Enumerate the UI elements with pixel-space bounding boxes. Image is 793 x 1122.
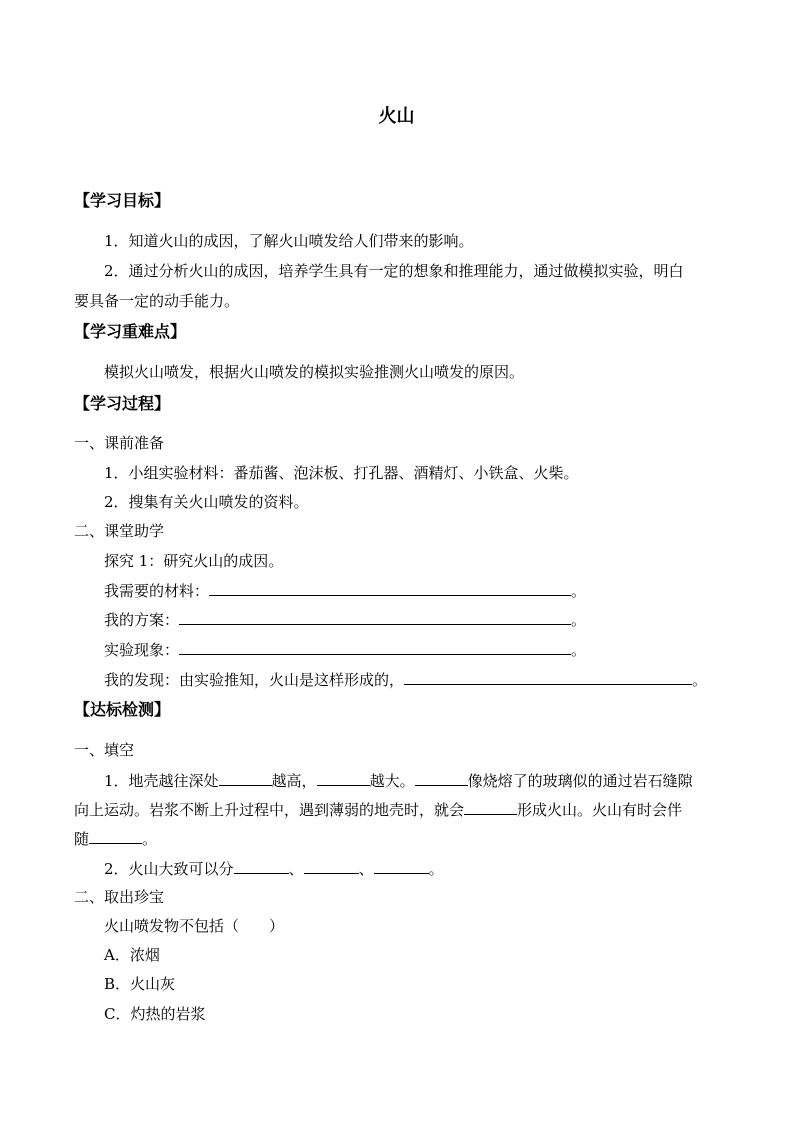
- phenomenon-label: 实验现象：: [104, 641, 180, 659]
- q2-blank-1[interactable]: [234, 858, 289, 874]
- goal-item-2: 2．通过分析火山的成因，培养学生具有一定的想象和推理能力，通过做模拟实验，明白: [104, 262, 684, 280]
- comma: 、: [288, 860, 304, 878]
- discovery-line: [104, 669, 707, 690]
- page-title: 火山: [378, 106, 415, 127]
- q2-blank-3[interactable]: [374, 858, 429, 874]
- prep-item-2: 2．搜集有关火山喷发的资料。: [104, 493, 309, 511]
- q1-text-g: 随: [74, 830, 90, 848]
- q1-blank-2[interactable]: [317, 770, 370, 786]
- process-heading: 【学习过程】: [74, 394, 171, 413]
- prep-item-1: 1．小组实验材料：番茄酱、泡沫板、打孔器、酒精灯、小铁盒、火柴。: [104, 464, 579, 482]
- materials-line: [104, 580, 586, 601]
- choice-a[interactable]: A．浓烟: [104, 946, 160, 964]
- period: 。: [571, 641, 587, 659]
- q1-text-f: 形成火山。火山有时会伴: [517, 801, 683, 819]
- treasure-title: 二、取出珍宝: [74, 888, 165, 906]
- fill-title: 一、填空: [74, 741, 135, 759]
- period: 。: [571, 582, 587, 600]
- discovery-blank[interactable]: [404, 669, 692, 685]
- goals-heading: 【学习目标】: [74, 191, 171, 210]
- period: 。: [142, 830, 158, 848]
- plan-label: 我的方案：: [104, 611, 180, 629]
- q1-line-3: [74, 828, 157, 849]
- q1-line-2: [74, 799, 682, 820]
- q1-text-b: 越高，: [271, 772, 317, 790]
- phenomenon-line: [104, 639, 586, 660]
- q1-blank-4[interactable]: [464, 799, 517, 815]
- choice-c[interactable]: C．灼热的岩浆: [104, 1005, 206, 1023]
- class-title: 二、课堂助学: [74, 522, 165, 540]
- plan-blank[interactable]: [179, 609, 571, 625]
- q2-text: 2．火山大致可以分: [104, 860, 234, 878]
- q1-blank-5[interactable]: [89, 828, 142, 844]
- goal-item-2-cont: 要具备一定的动手能力。: [74, 292, 240, 310]
- comma: 、: [358, 860, 374, 878]
- q2-blank-2[interactable]: [304, 858, 359, 874]
- explore-1: 探究 1：研究火山的成因。: [104, 552, 284, 570]
- q1-line-1: [104, 770, 693, 791]
- key-points-heading: 【学习重难点】: [74, 322, 187, 341]
- q1-blank-1[interactable]: [219, 770, 272, 786]
- period: 。: [692, 671, 708, 689]
- plan-line: [104, 609, 586, 630]
- prep-title: 一、课前准备: [74, 434, 165, 452]
- period: 。: [428, 860, 444, 878]
- phenomenon-blank[interactable]: [179, 639, 571, 655]
- check-heading: 【达标检测】: [74, 700, 171, 719]
- materials-label: 我需要的材料：: [104, 582, 210, 600]
- q1-blank-3[interactable]: [415, 770, 468, 786]
- q1-text-e: 向上运动。岩浆不断上升过程中，遇到薄弱的地壳时，就会: [74, 801, 465, 819]
- q1-text-a: 1．地壳越往深处: [104, 772, 219, 790]
- goal-item-1: 1．知道火山的成因，了解火山喷发给人们带来的影响。: [104, 232, 474, 250]
- discovery-label: 我的发现：由实验推知，火山是这样形成的，: [104, 671, 405, 689]
- choice-b[interactable]: B．火山灰: [104, 975, 176, 993]
- period: 。: [571, 611, 587, 629]
- q1-text-c: 越大。: [369, 772, 415, 790]
- materials-blank[interactable]: [209, 580, 571, 596]
- mc-question: 火山喷发物不包括（ ）: [104, 917, 285, 935]
- key-points-text: 模拟火山喷发，根据火山喷发的模拟实验推测火山喷发的原因。: [104, 363, 525, 381]
- q1-text-d: 像烧熔了的玻璃似的通过岩石缝隙: [467, 772, 693, 790]
- q2-line: [104, 858, 444, 879]
